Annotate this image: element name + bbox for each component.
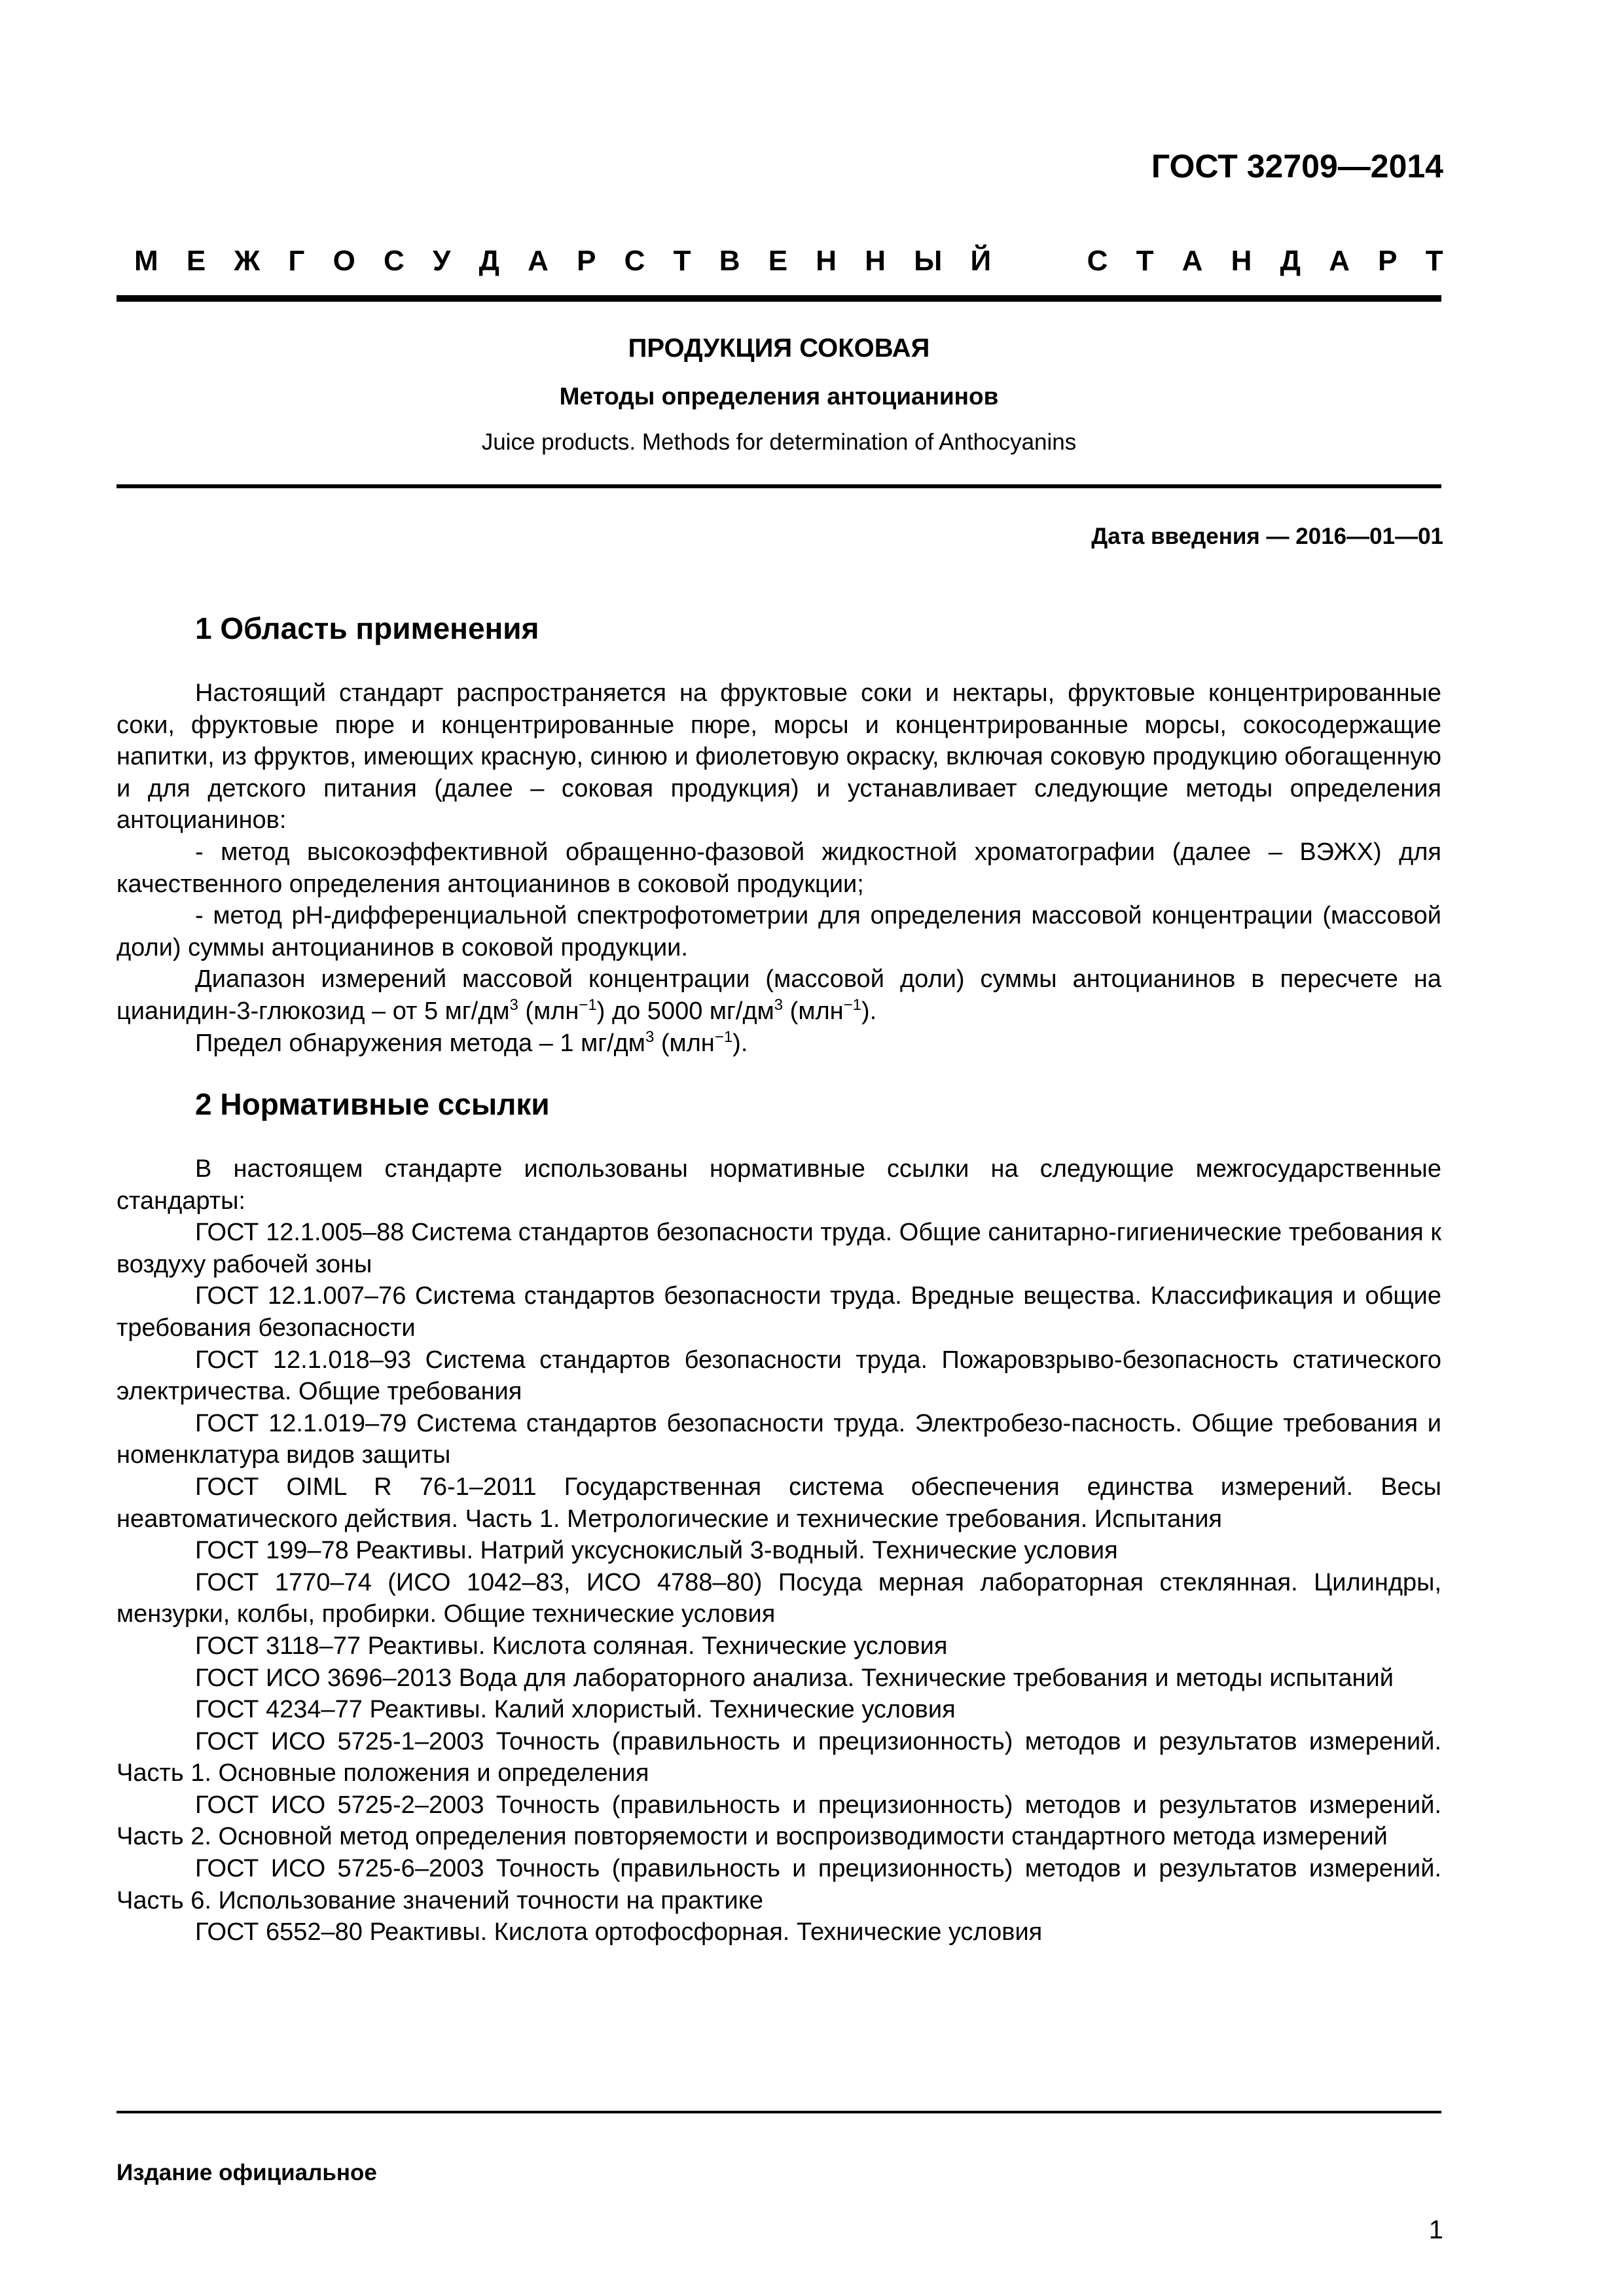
superscript: 3 [645,1028,655,1046]
paragraph: - метод pH-дифференциальной спектрофотометрии для определения массовой концентрации (массовой доли) суммы антоцианинов в соковой продукции. [117,902,1441,961]
document-title: ПРОДУКЦИЯ СОКОВАЯ [628,334,930,363]
official-edition-label: Издание официальное [117,2160,377,2185]
superscript: −1 [843,996,861,1014]
word-gap [1019,245,1058,278]
text-run: (млн [654,1029,715,1057]
superscript: 3 [509,996,518,1014]
heading-letter: Ж [234,245,261,277]
heading-letter: А [1182,245,1203,277]
text-run: (млн [518,997,579,1025]
text-run: Диапазон измерений массовой концентрации (массовой доли) суммы антоцианинов в пересчете на цианидин-3-глюкозид – от 5 мг/дм [117,965,1441,1025]
reference-item: ГОСТ 12.1.005–88 Система стандартов безопасности труда. Общие санитарно-гигиенические требования к воздуху рабочей зоны [117,1219,1441,1278]
heading-letter: Н [816,245,837,277]
footer-divider [117,2111,1441,2113]
text-run: Предел обнаружения метода – 1 мг/дм [195,1029,645,1057]
heading-letter: М [134,245,158,277]
interstate-standard-heading [134,245,1443,278]
reference-item: ГОСТ ИСО 5725-1–2003 Точность (правильность и прецизионность) методов и результатов измерений. Часть 1. Основные положения и определения [117,1727,1441,1787]
heading-letter: Т [1425,245,1443,277]
superscript: −1 [714,1028,733,1046]
heading-letter: Т [673,245,691,277]
header-divider [117,295,1441,302]
heading-letter: Т [1136,245,1154,277]
heading-letter: О [333,245,355,277]
heading-letter: Г [288,245,305,277]
heading-letter: С [624,245,645,277]
superscript: −1 [579,996,597,1014]
section-2-heading: 2 Нормативные ссылки [195,1087,550,1121]
reference-item: ГОСТ 4234–77 Реактивы. Калий хлористый. Технические условия [195,1696,956,1724]
heading-letter: Й [970,245,992,277]
reference-item: ГОСТ 6552–80 Реактивы. Кислота ортофосфорная. Технические условия [195,1918,1043,1946]
reference-item: ГОСТ ИСО 5725-2–2003 Точность (правильность и прецизионность) методов и результатов измерений. Часть 2. Основной метод определения повторяемости и воспроизводимости стандартного метода измерений [117,1791,1441,1851]
heading-letter: С [384,245,405,277]
reference-item: ГОСТ 199–78 Реактивы. Натрий уксуснокислый 3-водный. Технические условия [195,1537,1118,1565]
heading-letter: Н [1231,245,1252,277]
english-title: Juice products. Methods for determination of Anthocyanins [481,429,1077,455]
title-divider [117,484,1441,488]
section-1-body [117,677,1441,1059]
reference-item: ГОСТ ИСО 3696–2013 Вода для лабораторного анализа. Технические требования и методы испытаний [195,1664,1394,1692]
reference-item: ГОСТ ИСО 5725-6–2003 Точность (правильность и прецизионность) методов и результатов измерений. Часть 6. Использование значений точности на практике [117,1855,1441,1914]
heading-letter: Д [478,245,499,277]
paragraph: В настоящем стандарте использованы нормативные ссылки на следующие межгосударственные стандарты: [117,1155,1441,1215]
paragraph [117,963,1441,1027]
text-run: ). [732,1029,748,1057]
text-run: ). [861,997,877,1025]
heading-letter: С [1087,245,1108,277]
reference-item: ГОСТ 12.1.019–79 Система стандартов безопасности труда. Электробезо-пасность. Общие требования и номенклатура видов защиты [117,1409,1441,1469]
heading-letter: В [719,245,740,277]
reference-item: ГОСТ 12.1.007–76 Система стандартов безопасности труда. Вредные вещества. Классификация и общие требования безопасности [117,1282,1441,1342]
heading-letter: Д [1280,245,1301,277]
heading-letter: Е [768,245,788,277]
section-1-heading: 1 Область применения [195,611,539,645]
heading-letter: У [432,245,451,277]
paragraph [117,1028,1441,1060]
heading-letter: Р [577,245,596,277]
reference-item: ГОСТ 3118–77 Реактивы. Кислота соляная. Технические условия [195,1632,948,1660]
page-number: 1 [1428,2215,1443,2244]
reference-item: ГОСТ 1770–74 (ИСО 1042–83, ИСО 4788–80) Посуда мерная лабораторная стеклянная. Цилиндры, мензурки, колбы, пробирки. Общие технические условия [117,1568,1441,1628]
text-run: (млн [783,997,844,1025]
heading-letter: Р [1378,245,1398,277]
heading-letter: Ы [914,245,943,277]
heading-letter: А [1329,245,1350,277]
standard-designation: ГОСТ 32709—2014 [1151,148,1443,185]
section-2-body [117,1153,1441,1948]
heading-letter: А [528,245,549,277]
paragraph: - метод высокоэффективной обращенно-фазовой жидкостной хроматографии (далее – ВЭЖХ) для качественного определения антоцианинов в соковой продукции; [117,838,1441,898]
document-subtitle: Методы определения антоцианинов [559,383,999,410]
introduction-date: Дата введения — 2016—01—01 [1091,524,1443,549]
text-run: ) до 5000 мг/дм [596,997,774,1025]
paragraph: Настоящий стандарт распространяется на фруктовые соки и нектары, фруктовые концентрированные соки, фруктовые пюре и концентрированные пюре, морсы и концентрированные морсы, сокосодержащие напитки, из фруктов, имеющих красную, синюю и фиолетовую окраску, включая соковую продукцию обогащенную и для детского питания (далее – соковая продукция) и устанавливает следующие методы определения антоцианинов: [117,679,1441,834]
reference-item: ГОСТ 12.1.018–93 Система стандартов безопасности труда. Пожаровзрыво-безопасность статического электричества. Общие требования [117,1346,1441,1406]
superscript: 3 [774,996,784,1014]
heading-letter: Е [186,245,206,277]
heading-letter: Н [865,245,886,277]
reference-item: ГОСТ OIML R 76-1–2011 Государственная система обеспечения единства измерений. Весы неавтоматического действия. Часть 1. Метрологические и технические требования. Испытания [117,1473,1441,1533]
